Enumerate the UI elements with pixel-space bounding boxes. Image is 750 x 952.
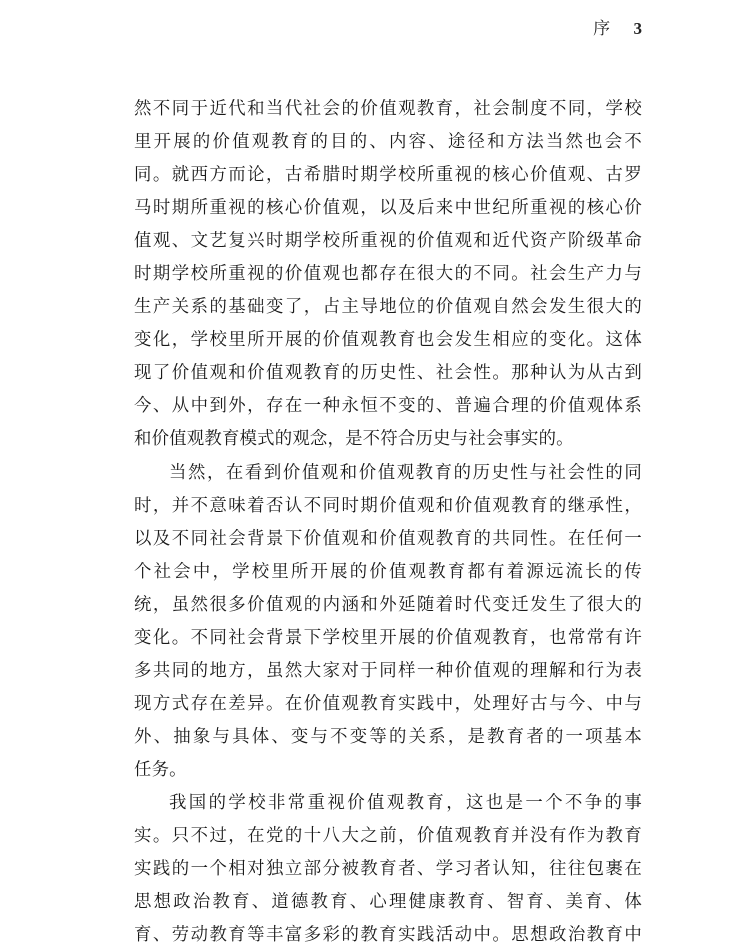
text-line: 值观、文艺复兴时期学校所重视的价值观和近代资产阶级革命: [134, 231, 642, 252]
paragraph-2: [134, 457, 642, 787]
page-number: 3: [633, 19, 642, 38]
text-line: 实。只不过，在党的十八大之前，价值观教育并没有作为教育: [134, 826, 642, 847]
text-line: 任务。: [134, 759, 187, 780]
text-line: 现了价值观和价值观教育的历史性、社会性。那种认为从古到: [134, 363, 642, 384]
text-line: 时期学校所重视的价值观也都存在很大的不同。社会生产力与: [134, 264, 642, 285]
text-line: 统，虽然很多价值观的内涵和外延随着时代变迁发生了很大的: [134, 594, 642, 615]
section-title: 序: [593, 19, 617, 39]
text-line: 和价值观教育模式的观念，是不符合历史与社会事实的。: [134, 429, 574, 450]
text-line: 外、抽象与具体、变与不变等的关系，是教育者的一项基本: [134, 726, 642, 747]
text-line: 变化。不同社会背景下学校里开展的价值观教育，也常常有许: [134, 627, 642, 648]
text-line: 马时期所重视的核心价值观，以及后来中世纪所重视的核心价: [134, 198, 642, 219]
text-line: 育、劳动教育等丰富多彩的教育实践活动中。思想政治教育中: [134, 925, 642, 946]
text-line: 多共同的地方，虽然大家对于同样一种价值观的理解和行为表: [134, 660, 642, 681]
text-line: 现方式存在差异。在价值观教育实践中，处理好古与今、中与: [134, 693, 642, 714]
paragraph-3: [134, 787, 642, 952]
text-line: 然不同于近代和当代社会的价值观教育，社会制度不同，学校: [134, 99, 642, 119]
body-text: [134, 93, 642, 952]
text-line: 当然，在看到价值观和价值观教育的历史性与社会性的同: [169, 462, 642, 483]
text-line: 实践的一个相对独立部分被教育者、学习者认知，往往包裹在: [134, 859, 642, 880]
text-line: 同。就西方而论，古希腊时期学校所重视的核心价值观、古罗: [134, 165, 642, 186]
running-header: [593, 14, 642, 39]
text-line: 我国的学校非常重视价值观教育，这也是一个不争的事: [169, 792, 642, 813]
text-line: 个社会中，学校里所开展的价值观教育都有着源远流长的传: [134, 561, 642, 582]
text-line: 以及不同社会背景下价值观和价值观教育的共同性。在任何一: [134, 528, 642, 549]
text-line: 变化，学校里所开展的价值观教育也会发生相应的变化。这体: [134, 330, 642, 351]
text-line: 里开展的价值观教育的目的、内容、途径和方法当然也会不: [134, 132, 642, 153]
text-line: 时，并不意味着否认不同时期价值观和价值观教育的继承性，: [134, 495, 642, 516]
paragraph-1: [134, 93, 642, 457]
text-line: 今、从中到外，存在一种永恒不变的、普遍合理的价值观体系: [134, 396, 642, 417]
text-line: 生产关系的基础变了，占主导地位的价值观自然会发生很大的: [134, 297, 642, 318]
text-line: 思想政治教育、道德教育、心理健康教育、智育、美育、体: [134, 892, 642, 913]
